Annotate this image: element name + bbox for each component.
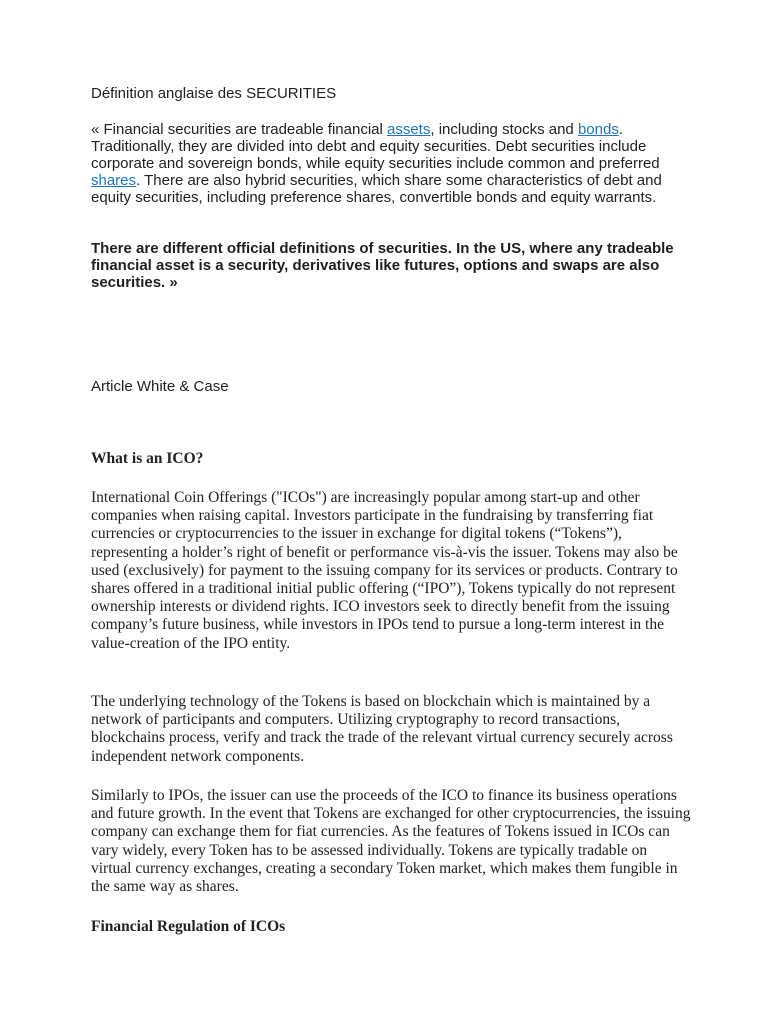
bonds-link[interactable]: bonds [577,121,619,138]
shares-link[interactable]: shares [91,172,137,189]
quote-bold-paragraph: There are different official definitions of securities. In the US, where any tradeable financial asset is a security, derivatives like futures, options and swaps are also securities. » [91,240,674,291]
quote-text-2: , including stocks and [430,121,578,138]
quote-text-4: . There are also hybrid securities, which share some characteristics of debt and equity securities, including preference shares, convertible bonds and equity warrants. [91,172,662,206]
definition-title: Définition anglaise des SECURITIES [91,85,337,102]
quote-text-1: « Financial securities are tradeable financial [91,121,387,138]
quote-text-3: . Traditionally, they are divided into debt and equity securities. Debt securities include corporate and sovereign bonds, while equity securities include common and preferred [91,121,660,172]
ico-paragraph-2: The underlying technology of the Tokens is based on blockchain which is maintained by a network of participants and computers. Utilizing cryptography to record transactions, blockchains process, verify and track the trade of the relevant virtual currency securely across independent network components. [91,693,673,765]
ico-paragraph-3: Similarly to IPOs, the issuer can use the proceeds of the ICO to finance its business operations and future growth. In the event that Tokens are exchanged for other cryptocurrencies, the issuing company can exchange them for fiat currencies. As the features of Tokens issued in ICOs can vary widely, every Token has to be assessed individually. Tokens are typically tradable on virtual currency exchanges, creating a secondary Token market, which makes them fungible in the same way as shares. [91,787,691,896]
assets-link[interactable]: assets [387,121,431,138]
quote-paragraph [91,121,691,206]
article-label: Article White & Case [91,378,229,395]
section-heading-regulation: Financial Regulation of ICOs [91,918,286,935]
ico-paragraph-1: International Coin Offerings ("ICOs") are increasingly popular among start-up and other companies when raising capital. Investors participate in the fundraising by transferring fiat currencies or cryptocurrencies to the issuer in exchange for digital tokens (“Tokens”), representing a holder’s right of benefit or performance vis-à-vis the issuer. Tokens may also be used (exclusively) for payment to the issuing company for its services or products. Contrary to shares offered in a traditional initial public offering (“IPO”), Tokens typically do not represent ownership interests or dividend rights. ICO investors seek to directly benefit from the issuing company’s future business, while investors in IPOs tend to pursue a long-term interest in the value-creation of the IPO entity. [91,489,678,652]
section-heading-ico: What is an ICO? [91,450,204,467]
